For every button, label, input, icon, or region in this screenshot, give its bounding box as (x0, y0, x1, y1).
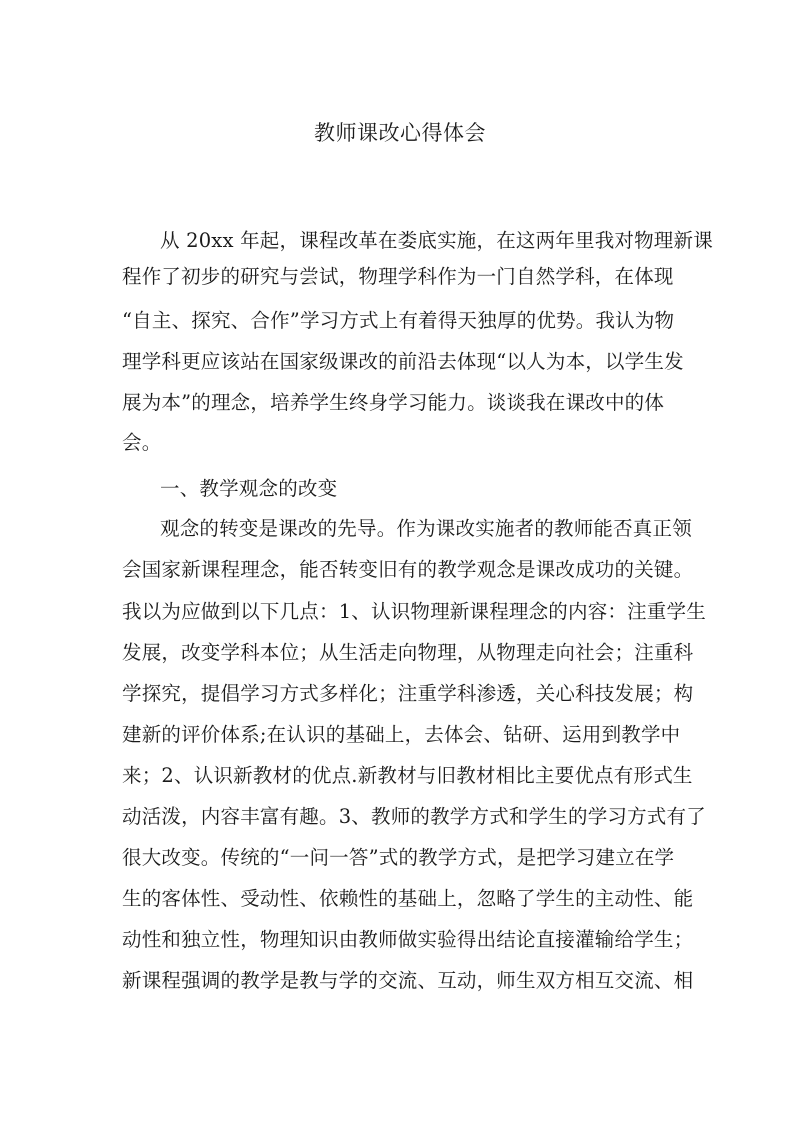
paragraph-line: 学探究，提倡学习方式多样化；注重学科渗透，关心科技发展；构 (122, 682, 694, 705)
paragraph-line: 来；2、认识新教材的优点.新教材与旧教材相比主要优点有形式生 (122, 764, 693, 787)
paragraph-line: 我以为应做到以下几点：1、认识物理新课程理念的内容：注重学生 (122, 600, 706, 623)
paragraph-line: 程作了初步的研究与尝试，物理学科作为一门自然学科，在体现 (122, 265, 674, 288)
section-heading: 一、教学观念的改变 (160, 477, 338, 500)
paragraph-line: 动活泼，内容丰富有趣。3、教师的教学方式和学生的学习方式有了 (122, 805, 706, 828)
paragraph-line: 理学科更应该站在国家级课改的前沿去体现“以人为本，以学生发 (122, 350, 684, 373)
paragraph-line: 建新的评价体系;在认识的基础上，去体会、钻研、运用到教学中 (122, 723, 681, 746)
paragraph-line: 会国家新课程理念，能否转变旧有的教学观念是课改成功的关键。 (122, 558, 694, 581)
paragraph-line: 新课程强调的教学是教与学的交流、互动，师生双方相互交流、相 (122, 969, 694, 992)
paragraph-line: 生的客体性、受动性、依赖性的基础上，忽略了学生的主动性、能 (122, 887, 694, 910)
paragraph-line: 动性和独立性，物理知识由教师做实验得出结论直接灌输给学生； (122, 928, 694, 951)
paragraph-line: 展为本”的理念，培养学生终身学习能力。谈谈我在课改中的体 (122, 391, 665, 414)
paragraph-line: “自主、探究、合作”学习方式上有着得天独厚的优势。我认为物 (122, 309, 675, 332)
paragraph-line: 很大改变。传统的“一问一答”式的教学方式，是把学习建立在学 (122, 846, 675, 869)
paragraph-line: 发展，改变学科本位；从生活走向物理，从物理走向社会；注重科 (122, 641, 694, 664)
paragraph-line: 从 20xx 年起，课程改革在娄底实施，在这两年里我对物理新课 (160, 229, 713, 252)
document-title: 教师课改心得体会 (314, 121, 486, 145)
paragraph-line: 会。 (122, 431, 162, 454)
paragraph-line: 观念的转变是课改的先导。作为课改实施者的教师能否真正领 (160, 517, 692, 540)
